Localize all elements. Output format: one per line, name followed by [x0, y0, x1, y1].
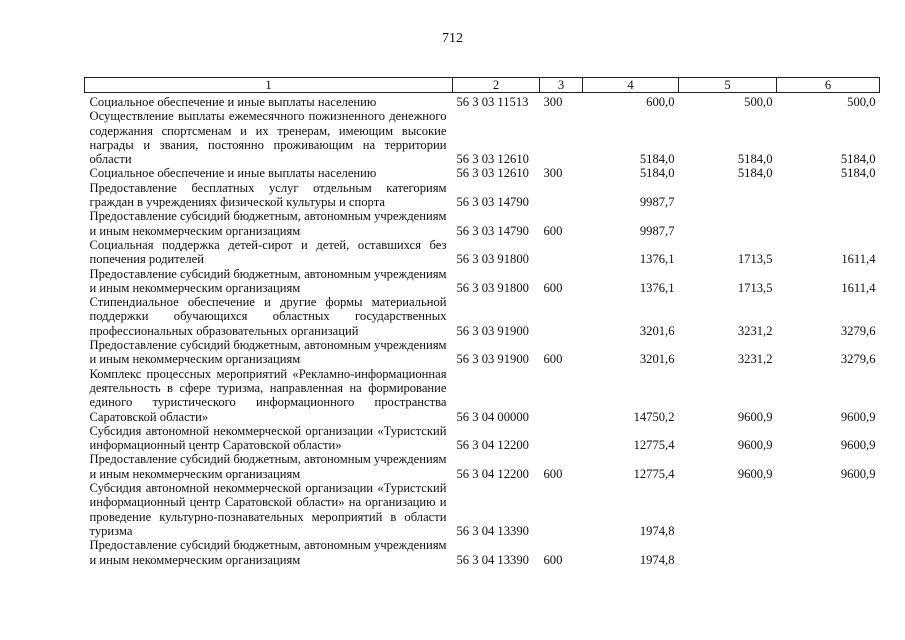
row-value-col6: 5184,0 [840, 152, 876, 167]
row-expense-type [540, 109, 583, 166]
row-value-col6: 9600,9 [840, 438, 876, 453]
row-code: 56 3 04 13390 [456, 552, 529, 567]
row-value-col5: 9600,9 [737, 438, 773, 453]
row-value-col4: 12775,4 [633, 466, 675, 481]
header-col-6: 6 [777, 78, 880, 93]
row-expense-type: 600 [543, 352, 563, 367]
row-description: Осуществление выплаты ежемесячного пожизненного денежного содержания спортсменам и их тренерам, имеющим высокие награды и звания, постоянно проживающим на территории области [89, 109, 447, 167]
row-code: 56 3 04 00000 [456, 409, 529, 424]
row-description: Комплекс процессных мероприятий «Рекламно-информационная деятельность в сфере туризма, направленная на формирование единого туристического информационного пространства Саратовской области» [89, 366, 447, 424]
table-row [85, 295, 880, 338]
row-description: Субсидия автономной некоммерческой организации «Туристский информационный центр Саратовской области» [89, 423, 447, 453]
row-value-col5: 3231,2 [737, 352, 773, 367]
table-row [85, 338, 880, 367]
row-value-col6: 1611,4 [841, 252, 876, 267]
row-expense-type [540, 238, 583, 267]
budget-table [84, 77, 880, 567]
row-expense-type: 600 [543, 223, 563, 238]
table-row [85, 267, 880, 296]
row-value-col5: 3231,2 [737, 323, 773, 338]
row-value-col6 [777, 481, 880, 538]
row-expense-type [540, 295, 583, 338]
row-description: Социальное обеспечение и иные выплаты населению [89, 95, 377, 109]
row-expense-type: 300 [543, 95, 563, 109]
row-code: 56 3 03 11513 [456, 95, 529, 109]
row-value-col5: 1713,5 [737, 252, 773, 267]
row-code: 56 3 03 91800 [456, 252, 529, 267]
row-value-col6: 1611,4 [841, 280, 876, 295]
header-col-1: 1 [85, 78, 453, 93]
row-value-col6: 9600,9 [840, 409, 876, 424]
header-col-4: 4 [583, 78, 679, 93]
row-value-col5: 1713,5 [737, 280, 773, 295]
row-expense-type [540, 181, 583, 210]
row-value-col5 [679, 181, 777, 210]
row-value-col5: 5184,0 [737, 152, 773, 167]
row-value-col6 [777, 209, 880, 238]
row-value-col4: 3201,6 [639, 352, 675, 367]
header-col-3: 3 [540, 78, 583, 93]
row-description: Предоставление субсидий бюджетным, автономным учреждениям и иным некоммерческим организациям [89, 209, 447, 238]
row-code: 56 3 04 12200 [456, 438, 529, 453]
row-expense-type [540, 481, 583, 538]
header-row [85, 78, 880, 93]
row-code: 56 3 03 91900 [456, 352, 529, 367]
row-code: 56 3 04 13390 [456, 523, 529, 538]
row-value-col5 [679, 538, 777, 567]
row-description: Предоставление субсидий бюджетным, автономным учреждениям и иным некоммерческим организациям [89, 266, 447, 295]
row-value-col5: 9600,9 [737, 466, 773, 481]
row-description: Стипендиальное обеспечение и другие формы материальной поддержки обучающихся областных государственных профессиональных образовательных организаций [89, 295, 447, 338]
row-description: Субсидия автономной некоммерческой организации «Туристский информационный центр Саратовской области» на организацию и проведение культурно-познавательных мероприятий в области туризма [89, 481, 447, 538]
table-row [85, 452, 880, 481]
table-row [85, 181, 880, 210]
row-expense-type: 600 [543, 280, 563, 295]
row-code: 56 3 03 91800 [456, 280, 529, 295]
row-description: Предоставление субсидий бюджетным, автономным учреждениям и иным некоммерческим организациям [89, 452, 447, 481]
row-value-col5: 500,0 [744, 95, 773, 109]
table-header [85, 78, 880, 93]
row-value-col5: 5184,0 [737, 166, 773, 181]
row-description: Социальное обеспечение и иные выплаты населению [89, 166, 377, 181]
row-description: Предоставление субсидий бюджетным, автономным учреждениям и иным некоммерческим организациям [89, 338, 447, 367]
table-body [85, 93, 880, 567]
row-expense-type [540, 424, 583, 453]
row-value-col5 [679, 481, 777, 538]
row-description: Социальная поддержка детей-сирот и детей, оставшихся без попечения родителей [89, 237, 447, 267]
row-value-col4: 14750,2 [633, 409, 675, 424]
row-value-col6 [777, 181, 880, 210]
row-value-col6 [777, 538, 880, 567]
row-value-col6: 500,0 [847, 95, 876, 109]
row-code: 56 3 03 14790 [456, 223, 529, 238]
row-value-col6: 3279,6 [840, 323, 876, 338]
row-code: 56 3 03 91900 [456, 323, 529, 338]
row-code: 56 3 03 12610 [456, 166, 529, 181]
table-row [85, 367, 880, 424]
row-expense-type [540, 367, 583, 424]
row-description: Предоставление субсидий бюджетным, автономным учреждениям и иным некоммерческим организациям [89, 538, 447, 567]
page-number: 712 [442, 31, 463, 46]
table-row [85, 538, 880, 567]
row-code: 56 3 03 14790 [456, 195, 529, 210]
row-value-col4: 3201,6 [639, 323, 675, 338]
row-expense-type: 600 [543, 552, 563, 567]
row-value-col4: 1376,1 [639, 252, 675, 267]
row-description: Предоставление бесплатных услуг отдельным категориям граждан в учреждениях физической культуры и спорта [89, 180, 447, 210]
table-row [85, 209, 880, 238]
row-value-col4: 9987,7 [639, 195, 675, 210]
table-row [85, 109, 880, 166]
table-row [85, 424, 880, 453]
row-value-col4: 5184,0 [639, 166, 675, 181]
row-value-col6: 3279,6 [840, 352, 876, 367]
row-value-col4: 1376,1 [639, 280, 675, 295]
row-value-col4: 5184,0 [639, 152, 675, 167]
row-value-col5 [679, 209, 777, 238]
row-value-col4: 9987,7 [639, 223, 675, 238]
row-value-col6: 9600,9 [840, 466, 876, 481]
row-code: 56 3 03 12610 [456, 152, 529, 167]
table-row [85, 166, 880, 180]
row-code: 56 3 04 12200 [456, 466, 529, 481]
table-row [85, 93, 880, 110]
row-expense-type: 600 [543, 466, 563, 481]
header-col-2: 2 [453, 78, 540, 93]
row-value-col4: 1974,8 [639, 523, 675, 538]
table-row [85, 481, 880, 538]
row-value-col6: 5184,0 [840, 166, 876, 181]
row-value-col4: 1974,8 [639, 552, 675, 567]
row-value-col5: 9600,9 [737, 409, 773, 424]
header-col-5: 5 [679, 78, 777, 93]
table-row [85, 238, 880, 267]
row-value-col4: 12775,4 [633, 438, 675, 453]
row-expense-type: 300 [543, 166, 563, 181]
row-value-col4: 600,0 [646, 95, 675, 109]
